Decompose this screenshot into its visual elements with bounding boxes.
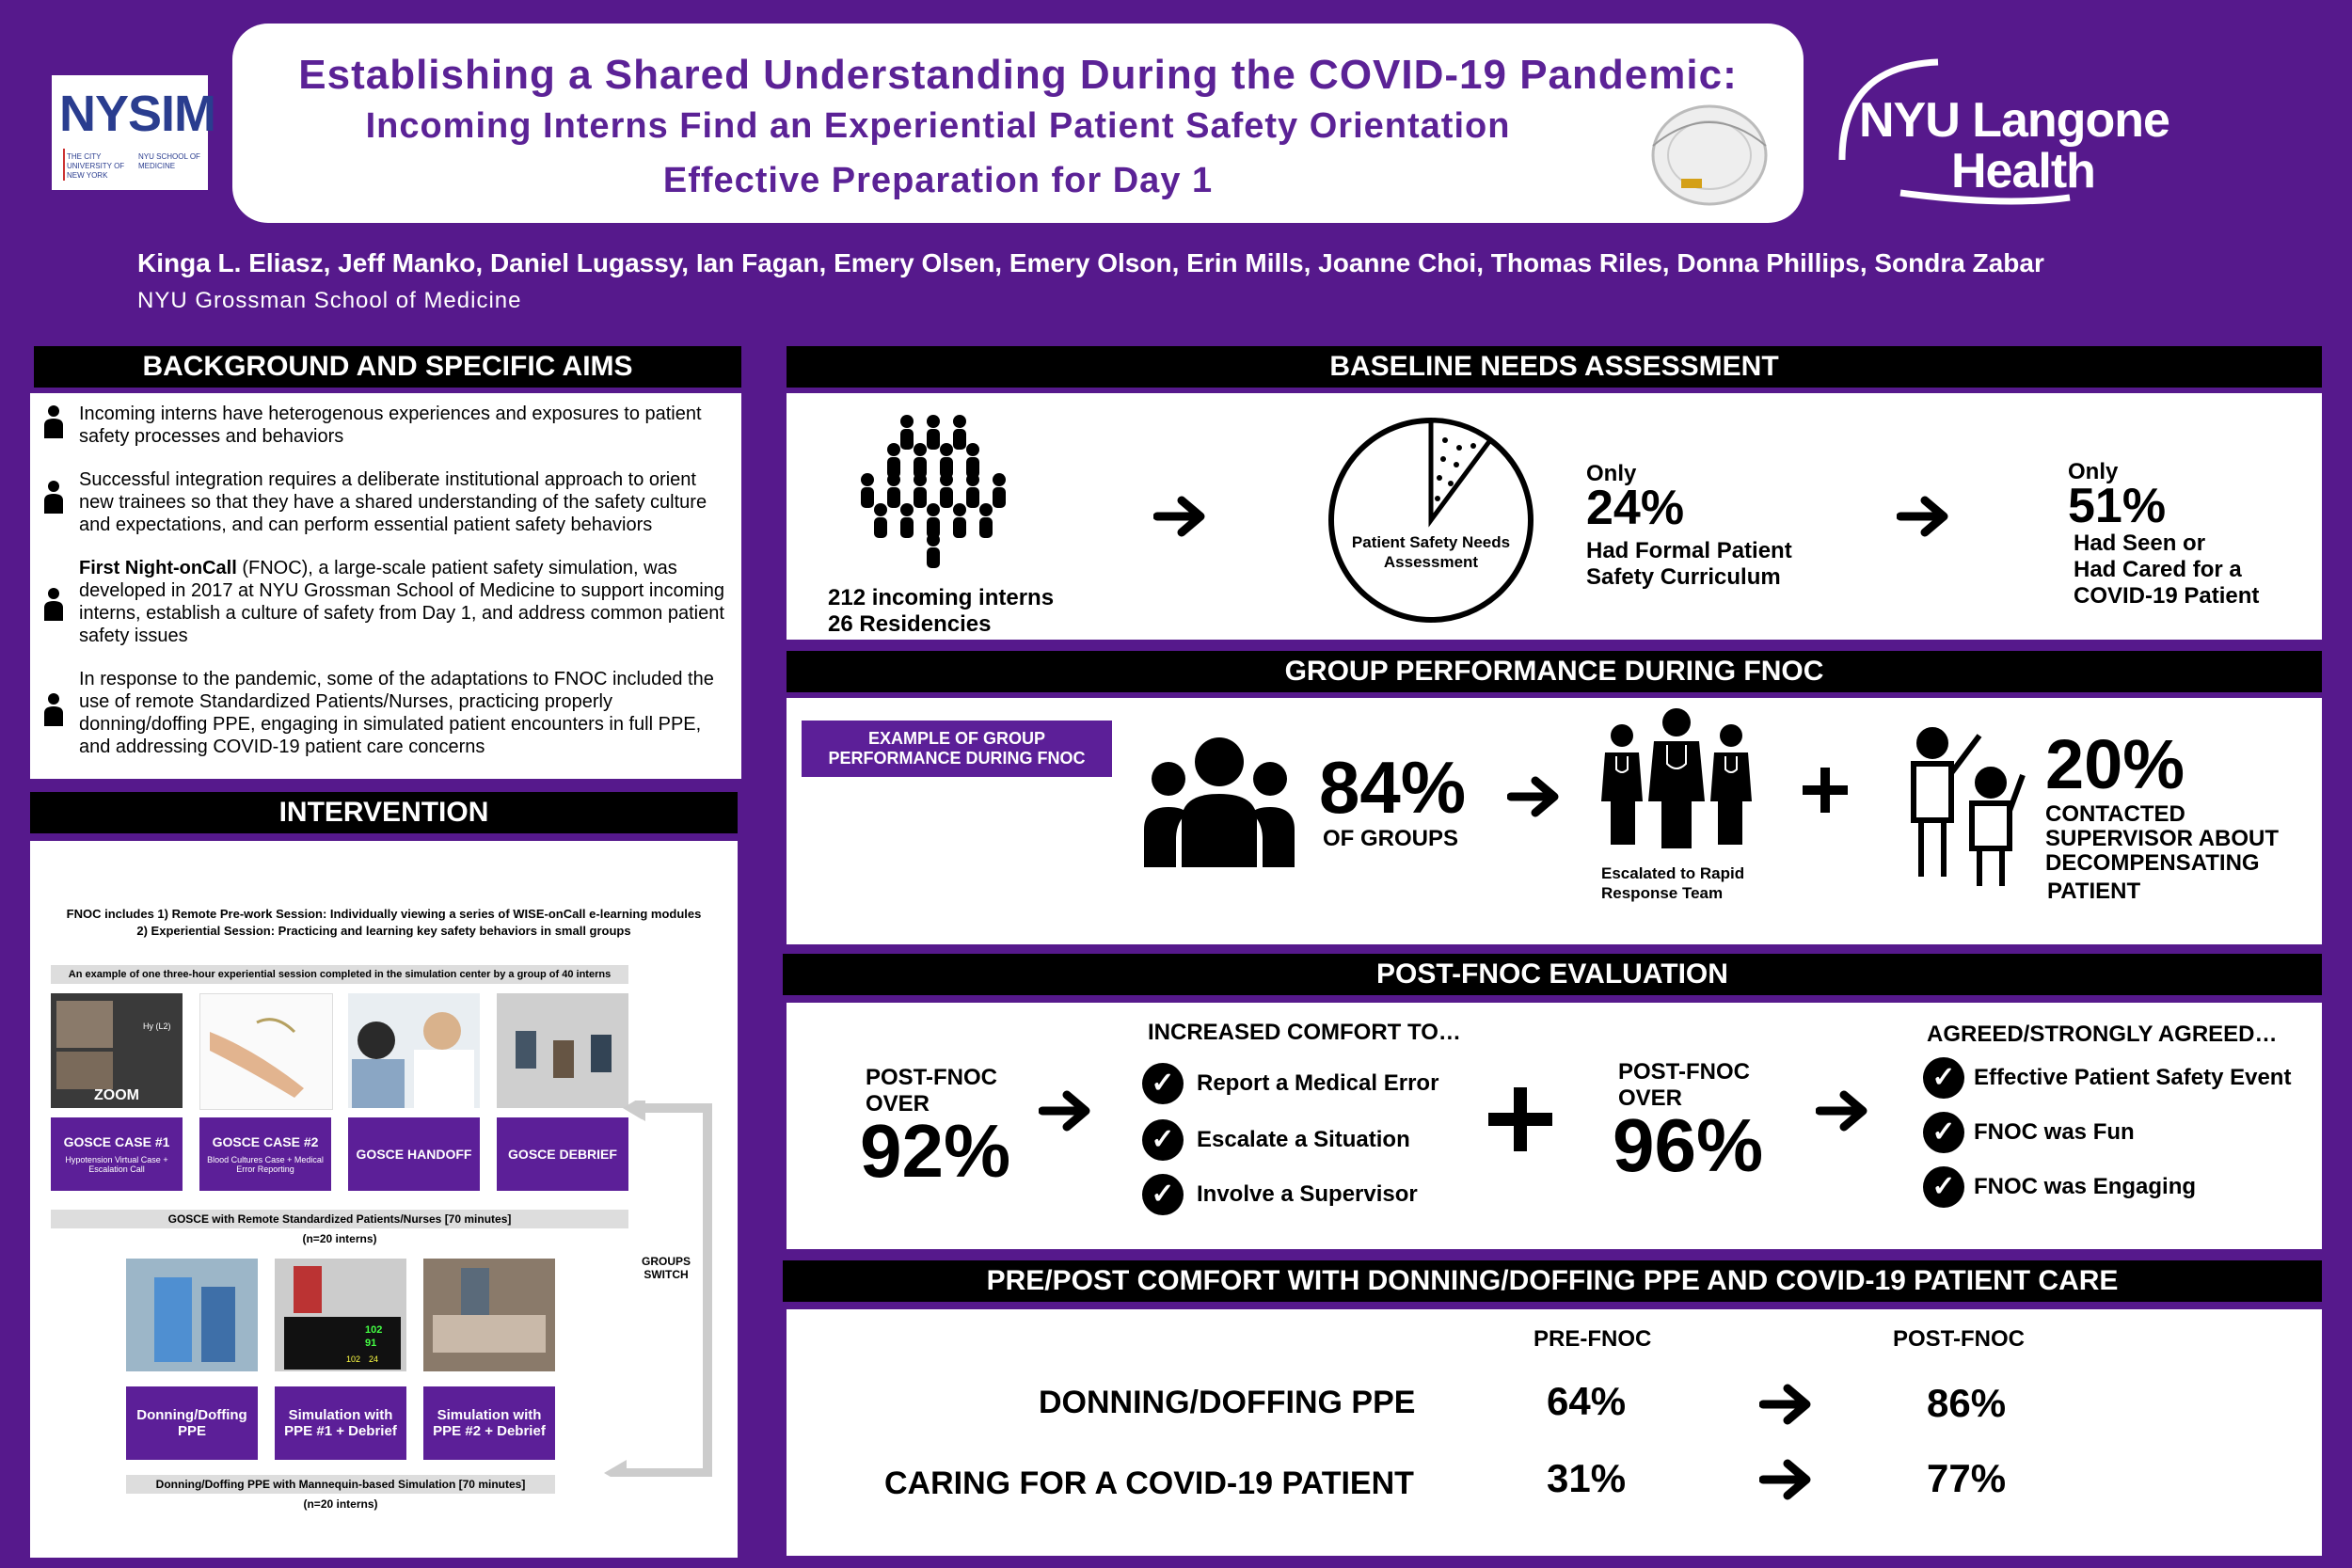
groups-switch-arrow-icon: [566, 1101, 736, 1477]
nyu-langone-logo: [1835, 56, 2192, 207]
comfort-heading: INCREASED COMFORT TO…: [1148, 1020, 1461, 1045]
group-pct-20-label-1: CONTACTED: [2045, 801, 2185, 827]
pie-chart-icon: [1323, 412, 1539, 628]
zoom-small-label: Hy (L2): [143, 1022, 171, 1031]
fnoc-bold-lead: First Night-onCall: [79, 558, 237, 578]
prepost-heading: PRE/POST COMFORT WITH DONNING/DOFFING PPE AND COVID-19 PATIENT CARE: [783, 1260, 2322, 1302]
gosce-handoff: [348, 1117, 480, 1191]
group-pct-20-label-3: DECOMPENSATING: [2045, 850, 2260, 876]
example-session-label: An example of one three-hour experiential session completed in the simulation center by a group of 40 interns: [51, 965, 628, 984]
arrow-right-icon: [1816, 1089, 1872, 1132]
row-1-pre: 64%: [1547, 1379, 1627, 1423]
group-people-icon: [1144, 736, 1295, 867]
group-pct-20: 20%: [2045, 725, 2185, 803]
plus-icon: [1485, 1084, 1556, 1155]
nysim-sub-1: THE CITY UNIVERSITY OF NEW YORK: [67, 152, 125, 180]
n95-mask-icon: [1644, 89, 1775, 212]
check-circle-icon: ✓: [1923, 1112, 1964, 1153]
ppe-box-3: Simulation with PPE #2 + Debrief: [423, 1386, 555, 1460]
title-line-2: Incoming Interns Find an Experiential Patient Safety Orientation: [365, 106, 1511, 146]
row-1-post: 86%: [1927, 1381, 2007, 1425]
group-perf-panel: [787, 698, 2322, 944]
post-left-pct: 92%: [860, 1109, 1011, 1193]
intervention-intro-2: 2) Experiential Session: Practicing and learning key safety behaviors in small groups: [136, 924, 631, 938]
stat1-text-1: Had Formal Patient: [1586, 538, 1792, 563]
zoom-label: ZOOM: [94, 1087, 139, 1103]
stat2-pct: 51%: [2068, 479, 2167, 533]
col-post-label: POST-FNOC: [1893, 1326, 2026, 1352]
gosce-case-1: [51, 1117, 183, 1191]
nyu-logo-line-1: NYU Langone: [1859, 93, 2169, 148]
nysim-logo-text: NYSIM: [59, 86, 216, 142]
arrow-right-icon: [1897, 495, 1953, 538]
agreed-item-2: FNOC was Fun: [1974, 1119, 2135, 1145]
person-icon: [43, 692, 64, 726]
gosce-case-2-title: GOSCE CASE #2: [212, 1134, 319, 1149]
ppe-caption: Donning/Doffing PPE with Mannequin-based Simulation [70 minutes]: [126, 1475, 555, 1494]
baseline-heading: BASELINE NEEDS ASSESSMENT: [787, 346, 2322, 388]
agreed-item-3: FNOC was Engaging: [1974, 1174, 2197, 1199]
interns-count: 212 incoming interns: [828, 585, 1055, 610]
check-circle-icon: ✓: [1923, 1057, 1964, 1099]
gosce-caption: GOSCE with Remote Standardized Patients/Nurses [70 minutes]: [51, 1210, 628, 1228]
background-bullet-4: In response to the pandemic, some of the adaptations to FNOC included the use of remote Standardized Patients/Nurses, practicing properly donning/doffing PPE, engaging in simulated patient encounters in full PPE, and addressing COVID-19 patient care concerns: [79, 669, 714, 757]
group-pct-20-label-4: PATIENT: [2047, 879, 2141, 904]
mannequin-photo: [423, 1259, 555, 1371]
check-circle-icon: ✓: [1142, 1063, 1184, 1104]
person-icon: [43, 480, 64, 514]
nysim-sub-2: NYU SCHOOL OF MEDICINE: [138, 152, 200, 170]
ppe-box-1: Donning/Doffing PPE: [126, 1386, 258, 1460]
row-2-post: 77%: [1927, 1456, 2007, 1500]
group-pct-84-label: OF GROUPS: [1323, 826, 1459, 851]
background-heading: BACKGROUND AND SPECIFIC AIMS: [34, 346, 741, 388]
prepost-panel: [787, 1309, 2322, 1556]
ppe-donning-photo: [126, 1259, 258, 1371]
row-1-label: DONNING/DOFFING PPE: [1039, 1385, 1416, 1420]
agreed-heading: AGREED/STRONGLY AGREED…: [1927, 1022, 2278, 1047]
arm-model-icon: [200, 994, 332, 1109]
authors: Kinga L. Eliasz, Jeff Manko, Daniel Lugassy, Ian Fagan, Emery Olsen, Emery Olson, Erin Mills, Joanne Choi, Thomas Riles, Donna Phillips, Sondra Zabar: [137, 248, 2044, 277]
intervention-intro-1: FNOC includes 1) Remote Pre-work Session: Individually viewing a series of WISE-onCall e-learning modules: [66, 907, 702, 921]
comfort-item-3: Involve a Supervisor: [1197, 1181, 1418, 1207]
groups-switch-label: GROUPS SWITCH: [638, 1255, 694, 1281]
nurse-photo: [348, 993, 480, 1108]
group-perf-example-label: EXAMPLE OF GROUP PERFORMANCE DURING FNOC: [802, 721, 1112, 777]
post-left-label-1: POST-FNOC: [866, 1065, 998, 1090]
title-line-1: Establishing a Shared Understanding During the COVID-19 Pandemic:: [298, 52, 1738, 98]
ppe-n: (n=20 interns): [303, 1497, 378, 1511]
background-bullet-1: Incoming interns have heterogenous experiences and exposures to patient safety processes and behaviors: [79, 404, 702, 447]
gosce-case-2: [199, 1117, 331, 1191]
post-right-label-2: OVER: [1618, 1085, 1683, 1111]
check-circle-icon: ✓: [1923, 1166, 1964, 1208]
stat2-only: Only: [2068, 459, 2119, 484]
comfort-item-2: Escalate a Situation: [1197, 1127, 1410, 1152]
group-perf-heading: GROUP PERFORMANCE DURING FNOC: [787, 651, 2322, 692]
arrow-right-icon: [1759, 1458, 1816, 1501]
check-circle-icon: ✓: [1142, 1119, 1184, 1161]
crowd-icon: [852, 412, 1012, 572]
affiliation: NYU Grossman School of Medicine: [137, 288, 522, 313]
nysim-logo: [52, 75, 216, 190]
post-right-label-1: POST-FNOC: [1618, 1059, 1751, 1085]
arrow-right-icon: [1507, 775, 1564, 818]
monitor-value-4: 24: [369, 1354, 379, 1364]
person-icon: [43, 404, 64, 438]
post-eval-heading: POST-FNOC EVALUATION: [783, 954, 2322, 995]
intervention-heading: INTERVENTION: [30, 792, 738, 833]
gosce-case-1-title: GOSCE CASE #1: [63, 1134, 170, 1149]
zoom-photo: [51, 993, 183, 1108]
arrow-right-icon: [1153, 495, 1210, 538]
nyu-logo-line-2: Health: [1951, 144, 2095, 198]
gosce-case-2-sub: Blood Cultures Case + Medical Error Reporting: [207, 1155, 324, 1174]
monitor-photo: [275, 1259, 406, 1371]
stat1-only: Only: [1586, 461, 1637, 486]
stat2-text-3: COVID-19 Patient: [2074, 583, 2260, 609]
group-pct-20-label-2: SUPERVISOR ABOUT: [2045, 826, 2280, 851]
stat2-text-2: Had Cared for a: [2074, 557, 2242, 582]
background-panel: [30, 393, 741, 779]
arrow-right-icon: [1039, 1089, 1095, 1132]
gosce-n: (n=20 interns): [302, 1232, 377, 1245]
intervention-panel: [30, 841, 738, 1558]
baseline-panel: [787, 393, 2322, 640]
gosce-debrief-title: GOSCE DEBRIEF: [508, 1147, 617, 1162]
arrow-right-icon: [1759, 1383, 1816, 1426]
background-bullet-2: Successful integration requires a deliberate institutional approach to orient new trainees so that they have a shared understanding of the safety culture and expectations, and can perform essential patient safety behaviors: [79, 469, 707, 535]
background-bullet-3: [79, 557, 728, 647]
escalated-label: Escalated to Rapid Response Team: [1601, 864, 1745, 902]
arm-model-photo: [199, 993, 333, 1110]
post-left-label-2: OVER: [866, 1091, 930, 1117]
stat1-pct: 24%: [1586, 481, 1685, 535]
comfort-item-1: Report a Medical Error: [1197, 1070, 1439, 1096]
pie-label: Patient Safety Needs Assessment: [1351, 533, 1511, 571]
agreed-item-1: Effective Patient Safety Event: [1974, 1065, 2292, 1090]
title-line-3: Effective Preparation for Day 1: [662, 161, 1214, 200]
row-2-pre: 31%: [1547, 1456, 1627, 1500]
post-eval-panel: [787, 1003, 2322, 1249]
monitor-value-3: 102: [346, 1354, 361, 1364]
stat1-text-2: Safety Curriculum: [1586, 564, 1781, 590]
residencies-count: 26 Residencies: [828, 611, 992, 637]
stat2-text-1: Had Seen or: [2074, 531, 2206, 556]
doctors-raising-hand-icon: [1904, 726, 2026, 886]
monitor-value-2: 91: [365, 1338, 377, 1349]
title-box: [232, 24, 1804, 223]
person-icon: [43, 587, 64, 621]
monitor-value-1: 102: [365, 1324, 383, 1336]
row-2-label: CARING FOR A COVID-19 PATIENT: [884, 1465, 1414, 1501]
plus-icon: [1799, 764, 1851, 816]
gosce-handoff-title: GOSCE HANDOFF: [356, 1147, 472, 1162]
check-circle-icon: ✓: [1142, 1174, 1184, 1215]
debrief-photo: [497, 993, 628, 1108]
gosce-case-1-sub: Hypotension Virtual Case + Escalation Call: [65, 1155, 168, 1174]
post-right-pct: 96%: [1613, 1103, 1764, 1187]
ppe-box-2: Simulation with PPE #1 + Debrief: [275, 1386, 406, 1460]
background-bullet-3-text: (FNOC), a large-scale patient safety simulation, was developed in 2017 at NYU Grossman School of Medicine to support incoming interns, establish a culture of safety from Day 1, and address common patient safety issues: [79, 558, 724, 646]
group-pct-84: 84%: [1319, 746, 1467, 829]
col-pre-label: PRE-FNOC: [1534, 1326, 1652, 1352]
rapid-response-team-icon: [1601, 707, 1752, 848]
